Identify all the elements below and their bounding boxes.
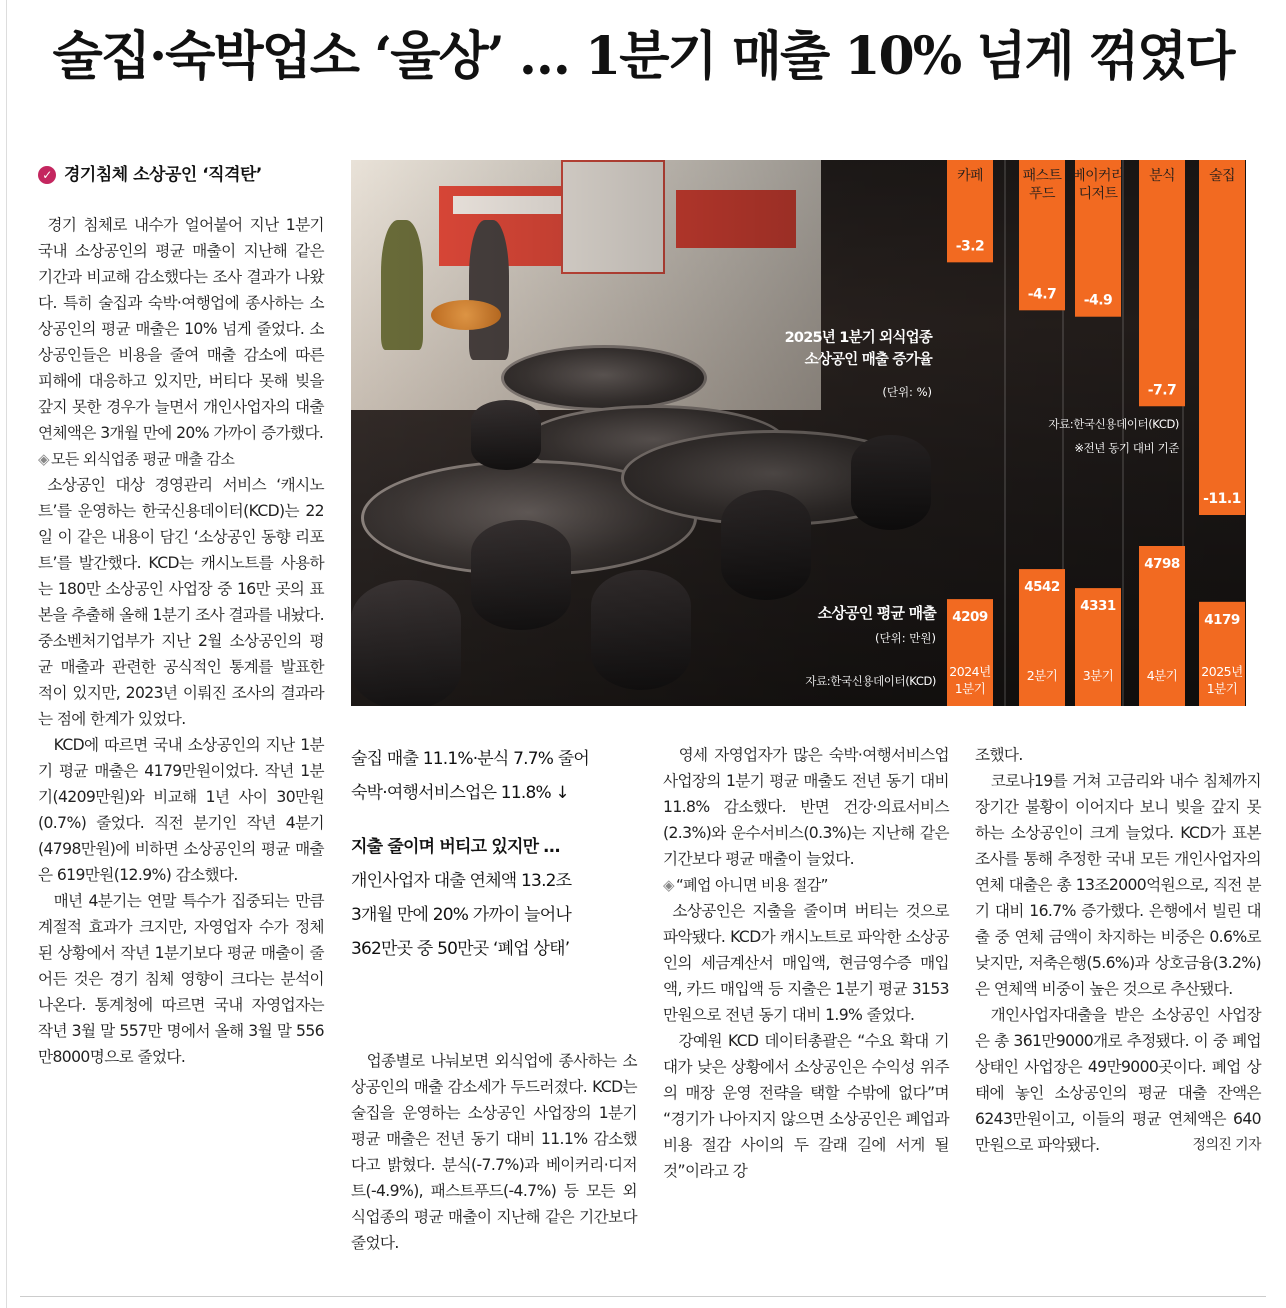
byline: 정의진 기자 bbox=[1192, 1137, 1261, 1153]
page-edge-rule bbox=[6, 0, 7, 1308]
growth-category-label: 패스트 bbox=[1022, 168, 1062, 184]
sales-chart-source: 자료:한국신용데이터(KCD) bbox=[805, 674, 936, 688]
growth-category-label: 베이커리 bbox=[1072, 168, 1124, 184]
growth-chart-title: 2025년 1분기 외식업종 bbox=[784, 330, 932, 346]
article-column-1 bbox=[38, 212, 324, 1070]
diamond-icon: ◈ bbox=[663, 876, 674, 894]
col4-paragraph-2: 개인사업자대출을 받은 소상공인 사업장은 총 361만9000개로 추정됐다. 이 중 폐업 상태인 사업장은 49만9000곳이다. 폐업 상태에 놓인 소상공인의 평균 대출 잔액은 6243만원이고, 이들의 평균 연체액은 640만원으로 파악됐다. bbox=[975, 1006, 1261, 1154]
sales-chart-title: 소상공인 평균 매출 bbox=[817, 604, 936, 622]
sales-value-label: 4542 bbox=[1024, 579, 1060, 596]
growth-bar bbox=[1139, 160, 1185, 406]
growth-category-label: 분식 bbox=[1149, 168, 1175, 184]
sales-value-label: 4179 bbox=[1204, 611, 1240, 628]
col3-paragraph-1: 영세 자영업자가 많은 숙박·여행서비스업 사업장의 1분기 평균 매출도 전년 동기 대비 11.8% 감소했다. 반면 건강·의료서비스(2.3%)와 운수서비스(0.3%)는 지난해 같은 기간보다 평균 매출이 늘었다. bbox=[663, 746, 949, 868]
growth-value-label: -7.7 bbox=[1147, 382, 1177, 399]
article-column-4 bbox=[975, 742, 1261, 1158]
col1-subheading: ◈ 모든 외식업종 평균 매출 감소 bbox=[38, 450, 235, 468]
col3-subheading: ◈ “폐업 아니면 비용 절감” bbox=[663, 876, 828, 894]
col4-paragraph-1: 코로나19를 거쳐 고금리와 내수 침체까지 장기간 불황이 이어지다 보니 빚을 갚지 못하는 소상공인이 크게 늘었다. KCD가 표본조사를 통해 추정한 국내 모든 개인사업자의 연체 대출은 총 13조2000억원으로, 직전 분기 대비 16.7% 증가했다. 은행에서 빌린 대출 중 연체 금액이 차지하는 비중은 0.6%로 낮지만, 저축은행(5.6%)과 상호금융(3.2%)은 연체액 비중이 높은 것으로 추산됐다. bbox=[975, 772, 1261, 998]
growth-category-label: 술집 bbox=[1209, 168, 1235, 184]
growth-value-label: -3.2 bbox=[955, 238, 985, 255]
col1-paragraph-4: 매년 4분기는 연말 특수가 집중되는 만큼 계절적 효과가 크지만, 자영업자 수가 정체된 상황에서 작년 1분기보다 평균 매출이 줄어든 것은 경기 침체 영향이 크다는 분석이 나온다. 통계청에 따르면 국내 자영업자는 작년 3월 말 557만 명에서 올해 3월 말 556만8000명으로 줄었다. bbox=[38, 892, 324, 1066]
col4-continuation: 조했다. bbox=[975, 746, 1023, 764]
col1-paragraph-3: KCD에 따르면 국내 소상공인의 지난 1분기 평균 매출은 4179만원이었다. 작년 1분기(4209만원)와 비교해 1년 사이 30만원(0.7%) 줄었다. 직전 분기인 작년 4분기(4798만원)에 비하면 소상공인의 평균 매출은 619만원(12.9%) 감소했다. bbox=[38, 736, 324, 884]
col1-paragraph-2: 소상공인 대상 경영관리 서비스 ‘캐시노트’를 운영하는 한국신용데이터(KCD)는 22일 이 같은 내용이 담긴 ‘소상공인 동향 리포트’를 발간했다. KCD는 캐시노트를 사용하는 180만 소상공인 사업장 중 16만 곳의 표본을 추출해 올해 1분기 조사 결과를 내놨다. 중소벤처기업부가 지난 2월 소상공인의 평균 매출과 관련한 공식적인 통계를 발표한 적이 있지만, 2023년 이뤄진 조사의 결과라는 점에 한계가 있었다. bbox=[38, 476, 324, 728]
growth-category-label: 카페 bbox=[957, 168, 983, 184]
kicker-text: 경기침체 소상공인 ‘직격탄’ bbox=[64, 165, 262, 185]
growth-value-label: -11.1 bbox=[1203, 491, 1241, 507]
sales-chart-unit: (단위: 만원) bbox=[875, 631, 936, 645]
growth-category-label: 푸드 bbox=[1029, 186, 1055, 202]
sales-category-label: 2024년 bbox=[949, 664, 991, 679]
headline: 술집·숙박업소 ‘울상’ … 1분기 매출 10% 넘게 꺾였다 bbox=[52, 26, 1234, 87]
sales-category-label: 2분기 bbox=[1026, 668, 1058, 683]
sales-value-label: 4798 bbox=[1144, 556, 1180, 572]
check-icon: ✓ bbox=[38, 166, 56, 184]
growth-chart-source: 자료:한국신용데이터(KCD) bbox=[1048, 417, 1179, 431]
growth-chart-title: 소상공인 매출 증가율 bbox=[804, 352, 932, 368]
col1-paragraph-1: 경기 침체로 내수가 얼어붙어 지난 1분기 국내 소상공인의 평균 매출이 지난해 같은 기간과 비교해 감소했다는 조사 결과가 나왔다. 특히 술집과 숙박·여행업에 종사하는 소상공인의 평균 매출은 10% 넘게 줄었다. 소상공인들은 비용을 줄여 매출 감소에 따른 피해에 대응하고 있지만, 버티다 못해 빚을 갚지 못한 경우가 늘면서 개인사업자의 대출 연체액은 3개월 만에 20% 가까이 증가했다. bbox=[38, 216, 324, 442]
col2-paragraph-1: 업종별로 나눠보면 외식업에 종사하는 소상공인의 매출 감소세가 두드러졌다. KCD는 술집을 운영하는 소상공인 사업장의 1분기 평균 매출은 전년 동기 대비 11.1% 감소했다고 밝혔다. 분식(-7.7%)과 베이커리·디저트(-4.9%), 패스트푸드(-4.7%) 등 모든 외식업종의 평균 매출이 지난해 같은 기간보다 줄었다. bbox=[351, 1052, 637, 1252]
growth-chart-note: ※전년 동기 대비 기준 bbox=[1074, 441, 1179, 455]
kicker bbox=[38, 160, 262, 185]
col3-paragraph-2: 소상공인은 지출을 줄이며 버티는 것으로 파악됐다. KCD가 캐시노트로 파악한 소상공인의 세금계산서 매입액, 현금영수증 매입액, 카드 매입액 등 지출은 1분기 평균 3153만원으로 전년 동기 대비 1.9% 줄었다. bbox=[663, 902, 949, 1024]
growth-bar bbox=[1199, 160, 1245, 515]
growth-category-label: 디저트 bbox=[1078, 186, 1118, 202]
subhead-line: 3개월 만에 20% 가까이 늘어나 bbox=[351, 905, 572, 925]
infographic-chart bbox=[351, 160, 1246, 706]
sales-category-label: 1분기 bbox=[1206, 681, 1238, 696]
article-column-3 bbox=[663, 742, 949, 1184]
sales-category-label: 4분기 bbox=[1146, 668, 1178, 683]
sales-value-label: 4331 bbox=[1080, 598, 1116, 615]
growth-value-label: -4.9 bbox=[1083, 292, 1113, 309]
diamond-icon: ◈ bbox=[38, 450, 49, 468]
subhead-line: 지출 줄이며 버티고 있지만 … bbox=[351, 837, 560, 857]
sales-category-label: 3분기 bbox=[1082, 668, 1114, 683]
subhead-line: 362만곳 중 50만곳 ‘폐업 상태’ bbox=[351, 939, 570, 959]
bottom-rule bbox=[20, 1296, 1266, 1297]
subheads-block bbox=[351, 742, 641, 966]
subhead-line: 숙박·여행서비스업은 11.8% ↓ bbox=[351, 783, 569, 803]
subhead-line: 술집 매출 11.1%·분식 7.7% 줄어 bbox=[351, 749, 589, 769]
sales-value-label: 4209 bbox=[952, 609, 988, 626]
sales-category-label: 2025년 bbox=[1201, 664, 1243, 679]
growth-chart-unit: (단위: %) bbox=[882, 385, 932, 399]
sales-category-label: 1분기 bbox=[954, 681, 986, 696]
photo-infographic bbox=[351, 160, 1246, 706]
subhead-line: 개인사업자 대출 연체액 13.2조 bbox=[351, 871, 572, 891]
growth-value-label: -4.7 bbox=[1027, 286, 1057, 303]
article-column-2 bbox=[351, 1048, 637, 1256]
col3-paragraph-3: 강예원 KCD 데이터총괄은 “수요 확대 기대가 낮은 상황에서 소상공인은 수익성 위주의 매장 운영 전략을 택할 수밖에 없다”며 “경기가 나아지지 않으면 소상공인은 폐업과 비용 절감 사이의 두 갈래 길에 서게 될 것”이라고 강 bbox=[663, 1032, 949, 1180]
